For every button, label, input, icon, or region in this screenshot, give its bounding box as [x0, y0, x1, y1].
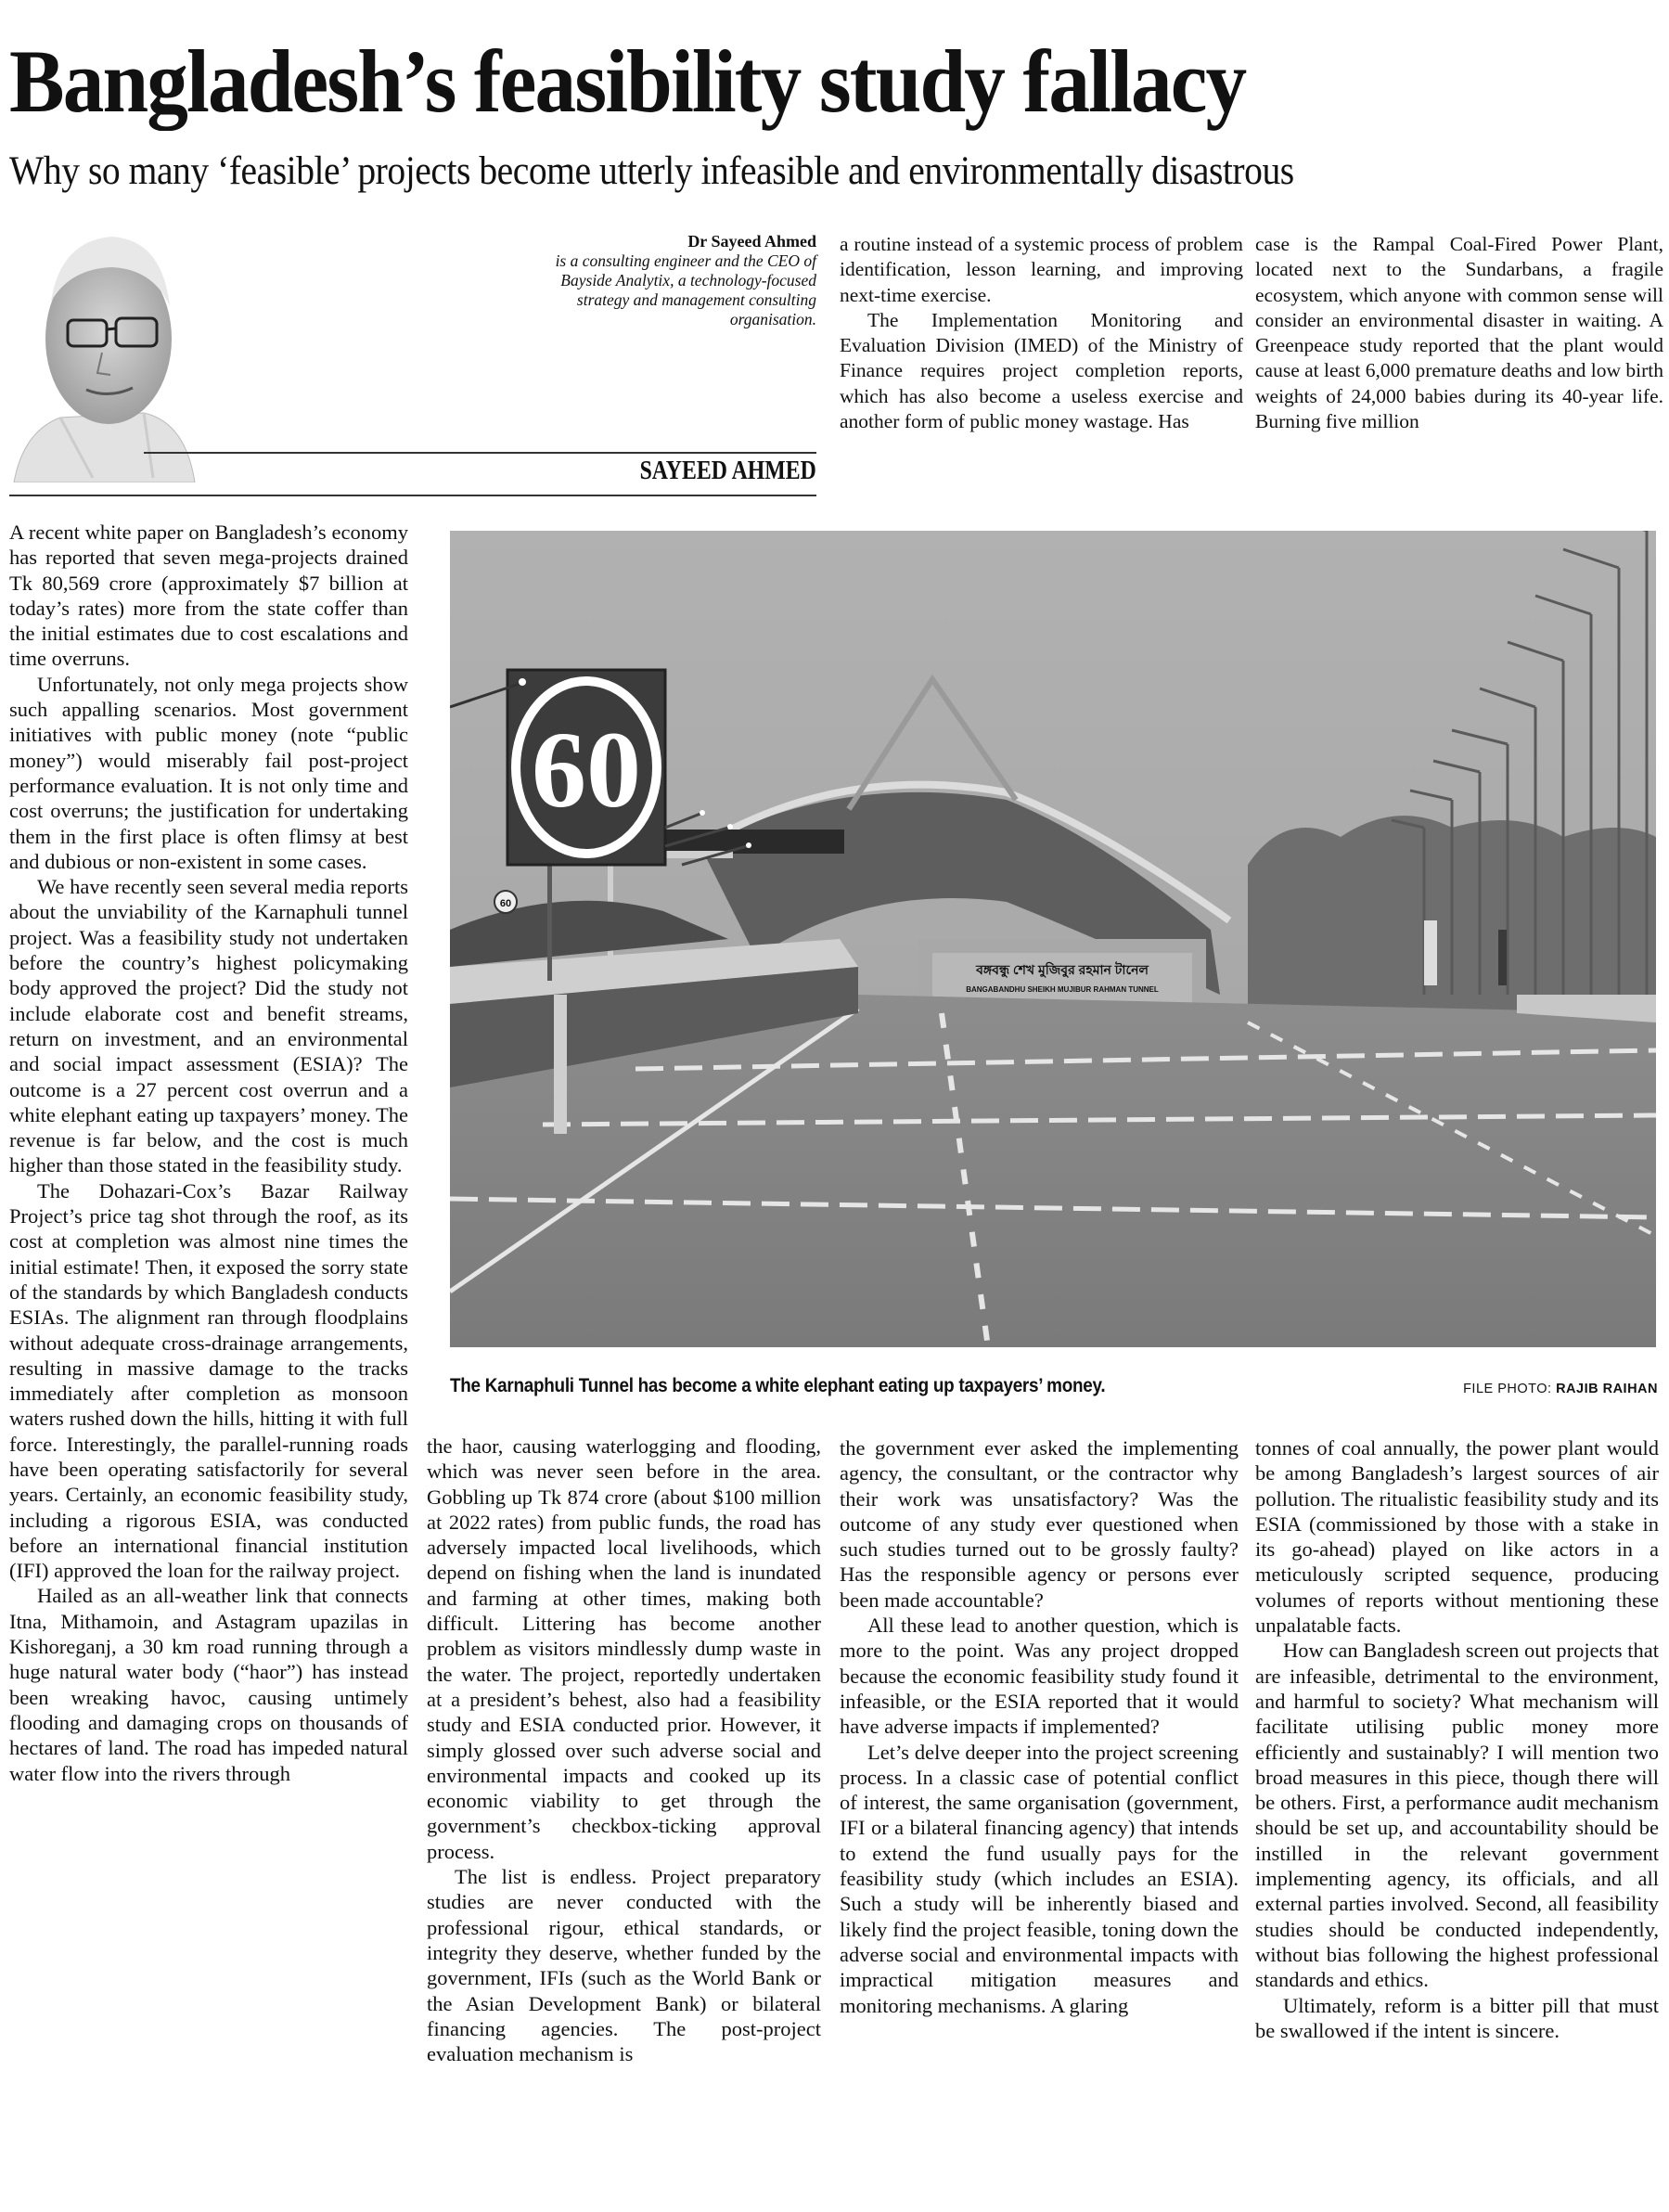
subheadline: Why so many ‘feasible’ projects become utterly infeasible and environmentally disastrous	[9, 149, 1294, 193]
paragraph: tonnes of coal annually, the power plant would be among Bangladesh’s largest sources of air pollution. The ritualistic feasibility study and its ESIA (commissioned by those with a stake in its go-ahead) played on like actors in a meticulously scripted sequence, producing volumes of reports without mentioning these unpalatable facts.	[1255, 1436, 1659, 1638]
author-bio-name: Dr Sayeed Ahmed	[687, 232, 816, 251]
author-bio	[427, 232, 816, 329]
author-bio-line: organisation.	[729, 310, 816, 328]
speed-sign-value: 60	[532, 709, 641, 830]
paragraph: Ultimately, reform is a bitter pill that must be swallowed if the intent is sincere.	[1255, 1993, 1659, 2042]
paragraph: How can Bangladesh screen out projects that are infeasible, detrimental to the environment, and harmful to society? What mechanism will facilitate utilising public money more efficiently and sustainably? I will mention two broad measures in this piece, though there will be others. First, a performance audit mechanism should be set up, and accountability should be instilled in the relevant government implementing agency, its officials, and all external parties involved. Second, all feasibility studies should be conducted independently, without bias following the highest professional standards and ethics.	[1255, 1639, 1659, 1992]
worker	[1498, 930, 1507, 985]
photo-credit-label: FILE PHOTO:	[1463, 1382, 1552, 1396]
byline-rule	[9, 495, 816, 496]
headline: Bangladesh’s feasibility study fallacy	[9, 32, 1246, 131]
paragraph: We have recently seen several media reports about the unviability of the Karnaphuli tunnel project. Was a feasibility study not undertaken before the country’s highest policymaking body approved the project? Did the study not include elaborate cost and benefit streams, return on investment, and an environmental and social impact assessment (ESIA)? The outcome is a 27 percent cost overrun and a white elephant eating up taxpayers’ money. The revenue is far below, and the cost is much higher than those stated in the feasibility study.	[9, 875, 408, 1177]
author-portrait-icon	[5, 213, 218, 482]
article-column-1	[9, 520, 408, 1786]
article-column-2	[427, 1434, 821, 2066]
worker	[1424, 920, 1437, 985]
paragraph: the government ever asked the implementing agency, the consultant, or the contractor why their work was unsatisfactory? Was the outcome of any study ever questioned when such studies turned out to be grossly faulty? Has the responsible agency or persons ever been made accountable?	[840, 1436, 1239, 1612]
article-column-4	[1255, 1435, 1659, 2043]
article-photo	[450, 531, 1656, 1347]
author-bio-description	[427, 251, 816, 329]
photo-caption: The Karnaphuli Tunnel has become a white elephant eating up taxpayers’ money.	[450, 1375, 1106, 1396]
tunnel-sign-bangla: বঙ্গবন্ধু শেখ মুজিবুর রহমান টানেল	[976, 962, 1149, 977]
tunnel-sign-english: BANGABANDHU SHEIKH MUJIBUR RAHMAN TUNNEL	[966, 985, 1159, 994]
paragraph: Unfortunately, not only mega projects show such appalling scenarios. Most government initiatives with public money (note “public money”) would miserably fail post-project performance evaluation. It is not only time and cost overruns; the justification for undertaking them in the first place is often flimsy at best and dubious or non-existent in some cases.	[9, 672, 408, 873]
paragraph: The list is endless. Project preparatory studies are never conducted with the professional rigour, ethical standards, or integrity they deserve, whether funded by the government, IFIs (such as the World Bank or the Asian Development Bank) or bilateral financing agencies. The post-project evaluation mechanism is	[427, 1865, 821, 2066]
gantry-sign	[659, 830, 844, 854]
photo-credit-name: RAJIB RAIHAN	[1556, 1382, 1658, 1396]
author-block	[5, 213, 821, 485]
article-column-3	[840, 1435, 1239, 2018]
byline-rule	[144, 452, 816, 454]
article-column-top-3	[840, 232, 1243, 434]
paragraph: The Implementation Monitoring and Evaluation Division (IMED) of the Ministry of Finance requires project completion reports, which has also become a useless exercise and another form of public money wastage. Has	[840, 308, 1243, 433]
article-column-top-4	[1255, 232, 1663, 434]
paragraph: Let’s delve deeper into the project screening process. In a classic case of potential conflict of interest, the same organisation (government, IFI or a bilateral financing agency) that intends to extend the fund usually pays for the feasibility study (which includes an ESIA). Such a study will be inherently biased and likely find the project feasible, toning down the adverse social and environmental impacts with impractical mitigation measures and monitoring mechanisms. A glaring	[840, 1740, 1239, 2017]
paragraph: a routine instead of a systemic process of problem identification, lesson learning, and improving next-time exercise.	[840, 233, 1243, 306]
paragraph: A recent white paper on Bangladesh’s economy has reported that seven mega-projects drained Tk 80,569 crore (approximately $7 billion at today’s rates) more from the state coffer than the initial estimates due to cost escalations and time overruns.	[9, 521, 408, 671]
paragraph: the haor, causing waterlogging and flooding, which was never seen before in the area. Gobbling up Tk 874 crore (about $100 million at 2022 rates) from public funds, the road has adversely impacted local livelihoods, which depend on fishing when the land is inundated and farming at other times, making both difficult. Littering has become another problem as visitors mindlessly dump waste in the water. The project, reportedly undertaken at a president’s behest, also had a feasibility study and ESIA conducted prior. However, it simply glossed over such adverse social and environmental impacts and cooked up its economic viability to get through the government’s checkbox-ticking approval process.	[427, 1434, 821, 1863]
paragraph: The Dohazari-Cox’s Bazar Railway Project’s price tag shot through the roof, as its cost at completion was almost nine times the initial estimate! Then, it exposed the sorry state of the standards by which Bangladesh conducts ESIAs. The alignment ran through floodplains without adequate cross-drainage arrangements, resulting in massive damage to the tracks immediately after completion as monsoon waters rushed down the hills, hitting it with full force. Interestingly, the parallel-running roads have been operating satisfactorily for several years. Certainly, an economic feasibility study, including a rigorous ESIA, was conducted before an international financial institution (IFI) approved the loan for the railway project.	[9, 1178, 408, 1583]
author-bio-line: Bayside Analytix, a technology-focused	[560, 271, 816, 289]
author-bio-line: is a consulting engineer and the CEO of	[555, 251, 816, 270]
author-byline: SAYEED AHMED	[639, 457, 816, 485]
paragraph: Hailed as an all-weather link that connects Itna, Mithamoin, and Astagram upazilas in Kishoreganj, a 30 km road running through a huge natural water body (“haor”) has instead been wreaking havoc, causing untimely flooding and damaging crops on thousands of hectares of land. The road has impeded natural water flow into the rivers through	[9, 1584, 408, 1785]
paragraph: All these lead to another question, which is more to the point. Was any project dropped because the economic feasibility study found it infeasible, or the ESIA reported that it would have adverse impacts if implemented?	[840, 1614, 1239, 1739]
small-speed-sign-value: 60	[499, 898, 512, 909]
paragraph: case is the Rampal Coal-Fired Power Plant, located next to the Sundarbans, a fragile ecosystem, which anyone with common sense will consider an environmental disaster in waiting. A Greenpeace study reported that the plant would cause at least 6,000 premature deaths and low birth weights of 24,000 babies during its 40-year life. Burning five million	[1255, 233, 1664, 433]
author-bio-line: strategy and management consulting	[576, 290, 816, 309]
photo-credit	[1463, 1382, 1658, 1396]
